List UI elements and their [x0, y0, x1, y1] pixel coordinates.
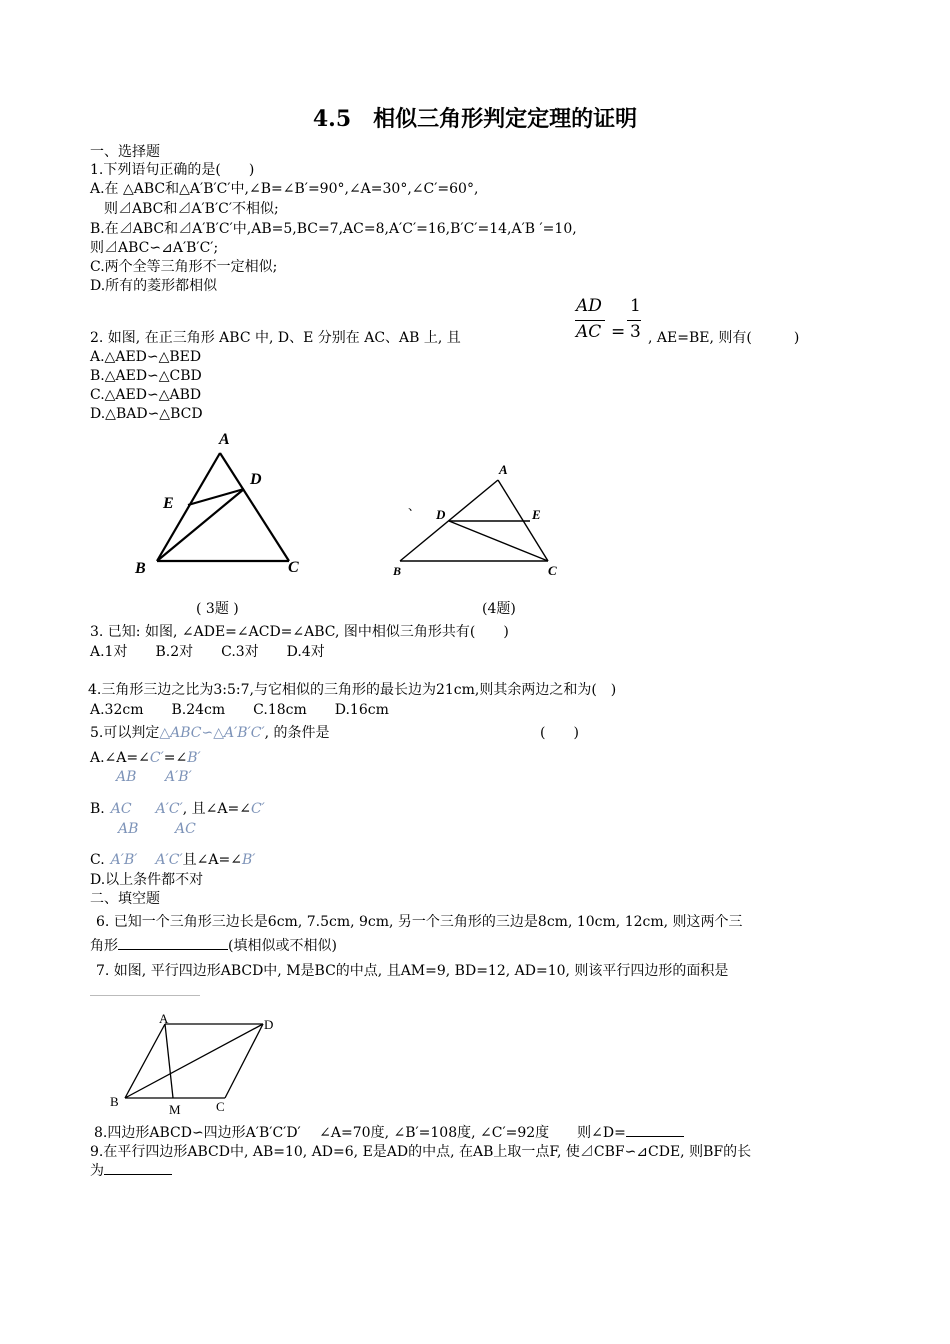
fraction-ad-numerator: AD: [576, 296, 602, 316]
q5-c-angle-b-prime: B′: [241, 852, 256, 868]
label-e: E: [532, 507, 541, 522]
label-a: A: [219, 431, 230, 448]
q6-line1: 6. 已知一个三角形三边长是6cm, 7.5cm, 9cm, 另一个三角形的三边是8cm, 10cm, 12cm, 则这两个三: [96, 914, 743, 930]
q5-stem: [90, 724, 330, 742]
q2-stem-pre: 2. 如图, 在正三角形 ABC 中, D、E 分别在 AC、AB 上, 且: [90, 330, 461, 346]
label-b: B: [110, 1094, 119, 1109]
label-b: B: [135, 560, 146, 577]
q5-c-ratio1-num: AB: [118, 821, 139, 837]
label-a: A: [499, 462, 508, 477]
label-m: M: [169, 1102, 181, 1117]
q2-option-d: D.△BAD∽△BCD: [90, 406, 203, 422]
q2-stem: [90, 329, 461, 347]
fraction-ac-denominator: AC: [576, 322, 602, 342]
q9-line2-pre: 为: [90, 1163, 104, 1179]
q3-stem: 3. 已知: 如图, ∠ADE=∠ACD=∠ABC, 图中相似三角形共有( ): [90, 624, 509, 640]
q9-line1: 9.在平行四边形ABCD中, AB=10, AD=6, E是AD的中点, 在AB上取一点F, 使⊿CBF∽⊿CDE, 则BF的长: [90, 1144, 752, 1160]
q5-option-a-mid: =∠: [163, 750, 188, 766]
q4-stem: 4.三角形三边之比为3:5:7,与它相似的三角形的最长边为21cm,则其余两边之和为( ): [88, 682, 617, 698]
q2-option-a: A.△AED∽△BED: [90, 349, 202, 365]
section-heading-fill: 二、填空题: [90, 891, 160, 907]
label-b: B: [393, 564, 402, 578]
q2-option-c: C.△AED∽△ABD: [90, 387, 202, 403]
q5-c-ratio1-den: A′B′: [110, 852, 138, 868]
q5-option-b-post: , 且∠A=∠: [182, 801, 251, 817]
q7-answer-blank[interactable]: [90, 995, 200, 996]
q1-option-b: B.在⊿ABC和⊿A′B′C′中,AB=5,BC=7,AC=8,A′C′=16,B′C′=14,A′B ′=10,: [90, 221, 577, 237]
q1-option-a: A.在 △ABC和△A′B′C′中,∠B=∠B′=90°,∠A=30°,∠C′=60°,: [90, 181, 479, 197]
q5-similarity-expression: △ABC∽△A′B′C′: [159, 725, 265, 741]
q3-options: A.1对 B.2对 C.3对 D.4对: [90, 644, 325, 660]
q1-option-b-cont: 则⊿ABC∽⊿A′B′C′;: [90, 240, 219, 256]
q5-b-ratio1-den: AC: [110, 801, 132, 817]
q5-b-ratio1-num: AB: [116, 769, 137, 785]
q5-stem-post: , 的条件是: [264, 725, 330, 741]
figure-q3-triangle: [130, 428, 310, 578]
q5-option-b-pre: B.: [90, 801, 105, 817]
label-c: C: [288, 559, 299, 576]
q6-line2-post: (填相似或不相似): [228, 938, 337, 954]
equals-sign: =: [611, 322, 626, 342]
label-a: A: [159, 1012, 169, 1026]
q1-stem: 1.下列语句正确的是( ): [90, 162, 255, 178]
q5-option-c-post: 且∠A=∠: [182, 852, 242, 868]
q2-stem-post: , AE=BE, 则有( ): [648, 330, 800, 346]
q5-option-d: D.以上条件都不对: [90, 872, 204, 888]
figure-3-caption: ( 3题 ): [196, 601, 239, 617]
fraction-bar: [575, 320, 605, 321]
q9-line2: [90, 1162, 172, 1180]
q1-option-d: D.所有的菱形都相似: [90, 278, 218, 294]
q7-line1: 7. 如图, 平行四边形ABCD中, M是BC的中点, 且AM=9, BD=12, AD=10, 则该平行四边形的面积是: [96, 963, 729, 979]
figure-4-caption: (4题): [482, 601, 516, 617]
q5-c-ratio2-den: A′C′: [155, 852, 183, 868]
q2-option-b: B.△AED∽△CBD: [90, 368, 202, 384]
q5-b-ratio2-den: A′C′: [155, 801, 183, 817]
label-c: C: [216, 1099, 225, 1114]
label-e: E: [163, 495, 174, 512]
q8-line: [94, 1124, 684, 1142]
label-d: D: [264, 1017, 274, 1032]
q1-option-c: C.两个全等三角形不一定相似;: [90, 259, 278, 275]
q8-answer-blank[interactable]: [626, 1136, 684, 1137]
q1-option-a-cont: 则⊿ABC和⊿A′B′C′不相似;: [90, 201, 279, 217]
fraction-three-denominator: 3: [630, 322, 641, 342]
q5-angle-b-prime: B′: [187, 750, 201, 766]
q5-answer-paren: ( ): [540, 725, 579, 741]
q5-angle-c-prime: C′: [149, 750, 164, 766]
q5-b-angle-c-prime: C′: [250, 801, 265, 817]
q6-line2-pre: 角形: [90, 938, 118, 954]
q9-answer-blank[interactable]: [104, 1174, 172, 1175]
label-d: D: [250, 471, 262, 488]
page-title: 4.5 相似三角形判定定理的证明: [312, 106, 638, 132]
q5-option-b: [90, 800, 265, 818]
stray-mark: 、: [408, 499, 421, 513]
label-c: C: [548, 563, 557, 578]
q4-options: A.32cm B.24cm C.18cm D.16cm: [90, 702, 389, 718]
label-d: D: [436, 507, 446, 522]
q5-c-ratio2-num: AC: [175, 821, 196, 837]
q6-answer-blank[interactable]: [118, 949, 228, 950]
section-heading-choice: 一、选择题: [90, 144, 160, 160]
q5-b-ratio2-num: A′B′: [165, 769, 192, 785]
q5-stem-pre: 5.可以判定: [90, 725, 160, 741]
q5-option-a-pre: A.∠A=∠: [90, 750, 150, 766]
q6-line2: [90, 937, 337, 955]
q5-option-c: [90, 851, 255, 869]
fraction-bar: [627, 320, 641, 321]
q5-option-a: [90, 749, 201, 767]
figure-q4-triangle: [388, 458, 568, 583]
q5-option-c-pre: C.: [90, 852, 105, 868]
q8-text: 8.四边形ABCD∽四边形A′B′C′D′ ∠A=70度, ∠B′=108度, ∠C′=92度 则∠D=: [94, 1125, 626, 1141]
fraction-one-numerator: 1: [630, 296, 641, 316]
figure-q7-parallelogram: [108, 1012, 283, 1117]
